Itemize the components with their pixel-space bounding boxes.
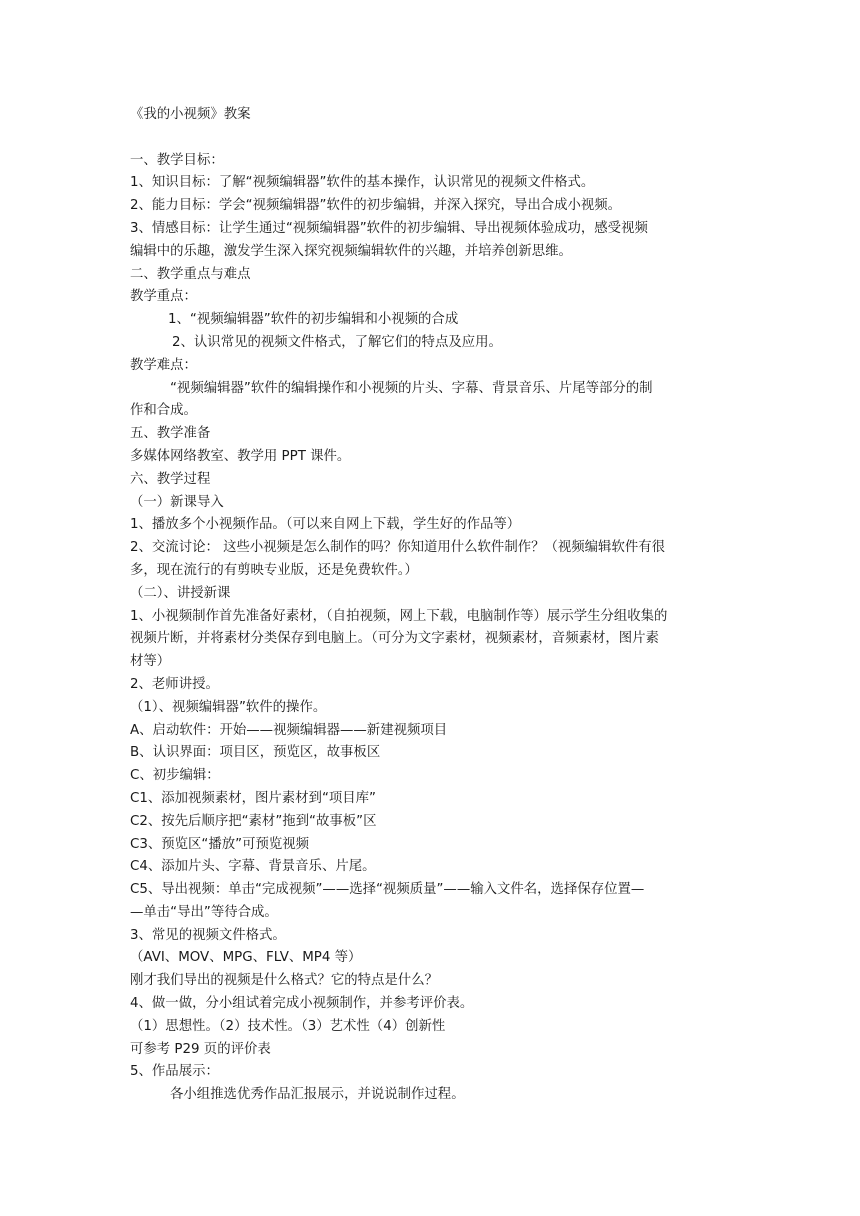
lesson-sub-1: （1）、视频编辑器”软件的操作。: [130, 699, 327, 715]
lesson-item-4: 4、做一做，分小组试着完成小视频制作，并参考评价表。: [130, 996, 474, 1012]
preparation-text: 多媒体网络教室、教学用 PPT 课件。: [130, 448, 351, 464]
step-c1: C1、添加视频素材，图片素材到“项目库”: [130, 790, 376, 806]
lesson-item-1-line3: 材等）: [130, 654, 171, 670]
formats-question: 刚才我们导出的视频是什么格式？它的特点是什么？: [130, 973, 438, 989]
heading-teaching-goals: 一、教学目标：: [130, 152, 224, 168]
blank-line: [130, 127, 740, 150]
intro-item-2-line1: 2、交流讨论： 这些小视频是怎么制作的吗？你知道用什么软件制作？（视频编辑软件有很: [130, 540, 666, 556]
difficulty-line1: “视频编辑器”软件的编辑操作和小视频的片头、字幕、背景音乐、片尾等部分的制: [170, 380, 653, 396]
goal-ability: 2、能力目标：学会“视频编辑器”软件的初步编辑，并深入探究，导出合成小视频。: [130, 198, 622, 214]
criteria-reference: 可参考 P29 页的评价表: [130, 1041, 271, 1057]
step-a: A、启动软件：开始——视频编辑器——新建视频项目: [130, 722, 448, 738]
criteria-list: （1）思想性。（2）技术性。（3）艺术性（4）创新性: [130, 1018, 446, 1034]
subheading-intro: （一）新课导入: [130, 494, 224, 510]
lesson-item-2: 2、老师讲授。: [130, 676, 219, 692]
difficulty-line2: 作和合成。: [130, 403, 197, 419]
step-b: B、认识界面：项目区，预览区，故事板区: [130, 745, 381, 761]
heading-key-points: 二、教学重点与难点: [130, 266, 251, 282]
lesson-item-1-line2: 视频片断，并将素材分类保存到电脑上。（可分为文字素材，视频素材，音频素材，图片素: [130, 631, 659, 647]
label-difficulties: 教学难点：: [130, 357, 197, 373]
document-page: [130, 104, 740, 1107]
formats-list: （AVI、MOV、MPG、FLV、MP4 等）: [130, 950, 362, 966]
step-c5-line2: —单击“导出”等待合成。: [130, 904, 278, 920]
heading-preparation: 五、教学准备: [130, 426, 211, 442]
key-point-1: 1、“视频编辑器”软件的初步编辑和小视频的合成: [168, 312, 459, 328]
intro-item-2-line2: 多，现在流行的有剪映专业版，还是免费软件。）: [130, 562, 418, 578]
goal-emotion-line1: 3、情感目标：让学生通过“视频编辑器”软件的初步编辑、导出视频体验成功，感受视频: [130, 220, 648, 236]
step-c: C、初步编辑：: [130, 768, 220, 784]
step-c5-line1: C5、导出视频：单击“完成视频”——选择“视频质量”——输入文件名，选择保存位置—: [130, 882, 645, 898]
showcase-text: 各小组推选优秀作品汇报展示，并说说制作过程。: [170, 1087, 465, 1103]
document-title: 《我的小视频》教案: [130, 107, 251, 122]
subheading-new-lesson: （二）、讲授新课: [130, 585, 231, 601]
step-c4: C4、添加片头、字幕、背景音乐、片尾。: [130, 859, 376, 875]
step-c3: C3、预览区“播放”可预览视频: [130, 836, 310, 852]
goal-emotion-line2: 编辑中的乐趣，激发学生深入探究视频编辑软件的兴趣，并培养创新思维。: [130, 243, 572, 259]
intro-item-1: 1、播放多个小视频作品。（可以来自网上下载，学生好的作品等）: [130, 517, 521, 533]
heading-process: 六、教学过程: [130, 471, 211, 487]
lesson-item-3: 3、常见的视频文件格式。: [130, 927, 286, 943]
lesson-item-1-line1: 1、小视频制作首先准备好素材，（自拍视频，网上下载，电脑制作等）展示学生分组收集的: [130, 608, 668, 624]
goal-knowledge: 1、知识目标：了解“视频编辑器”软件的基本操作，认识常见的视频文件格式。: [130, 175, 595, 191]
key-point-2: 2、认识常见的视频文件格式，了解它们的特点及应用。: [172, 334, 502, 350]
label-key-points: 教学重点：: [130, 289, 197, 305]
step-c2: C2、按先后顺序把“素材”拖到“故事板”区: [130, 813, 377, 829]
lesson-item-5: 5、作品展示：: [130, 1064, 219, 1080]
